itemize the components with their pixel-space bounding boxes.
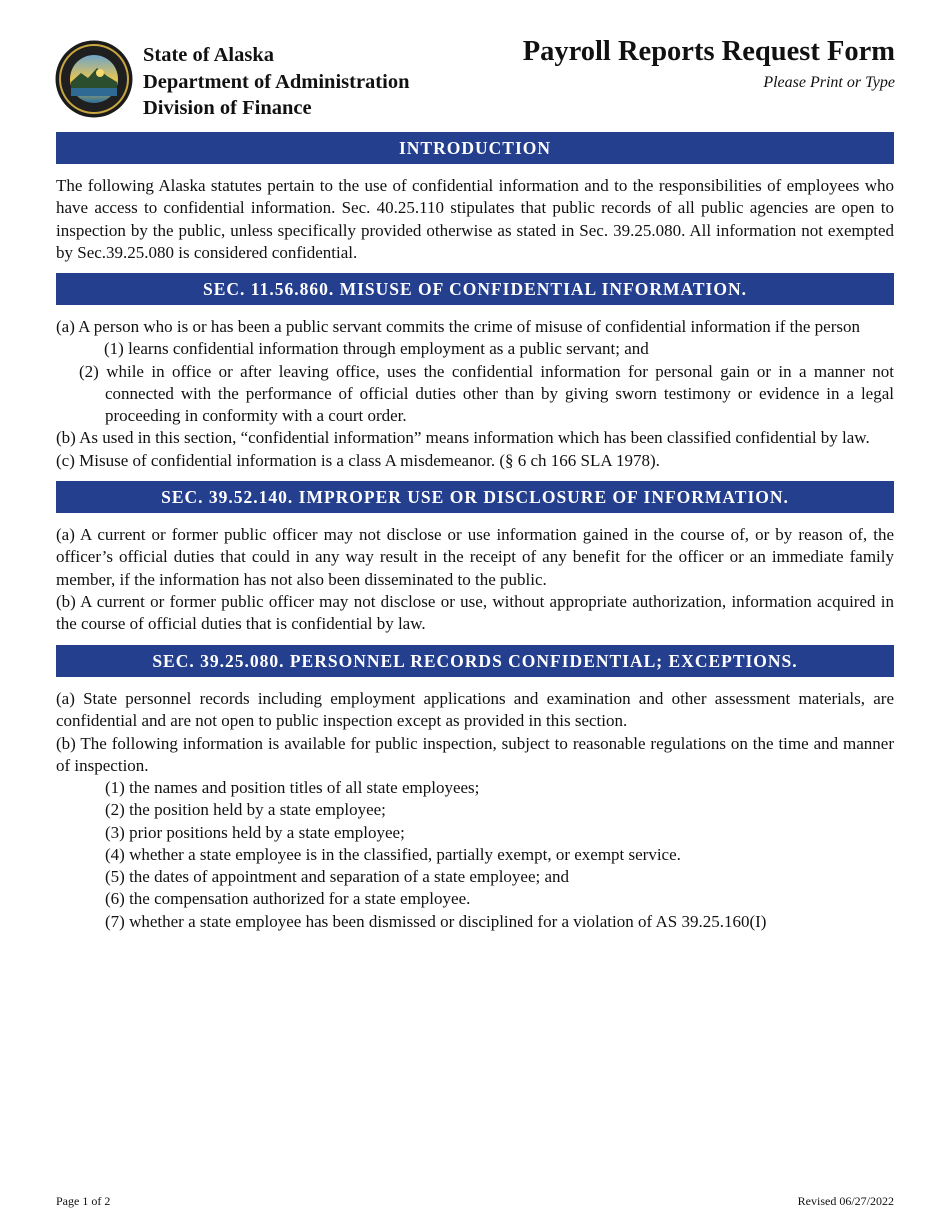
misuse-clause-b: (b) As used in this section, “confidential information” means information which has been classified confidential by law. [56, 428, 870, 448]
introduction-text [56, 175, 894, 264]
personnel-clause-b: (b) The following information is available for public inspection, subject to reasonable regulations on the time and manner of inspection. [56, 733, 894, 775]
personnel-records-section-body [56, 688, 894, 777]
improper-use-section-body [56, 524, 894, 635]
public-information-list [105, 777, 894, 933]
section-banner-improper-use: SEC. 39.52.140. IMPROPER USE OR DISCLOSURE OF INFORMATION. [56, 481, 894, 513]
misuse-section-body [56, 316, 894, 472]
list-item: (1) the names and position titles of all state employees; [105, 778, 480, 797]
form-title: Payroll Reports Request Form [522, 36, 895, 67]
list-item: (3) prior positions held by a state employee; [105, 822, 405, 842]
personnel-clause-a: (a) State personnel records including employment applications and examination and other assessment materials, are confidential and are not open to public inspection except as provided in this section. [56, 689, 894, 731]
section-banner-misuse: SEC. 11.56.860. MISUSE OF CONFIDENTIAL INFORMATION. [56, 273, 894, 305]
section-banner-introduction: INTRODUCTION [56, 132, 894, 164]
introduction-paragraph: The following Alaska statutes pertain to the use of confidential information and to the responsibilities of employees who have access to confidential information. Sec. 40.25.110 stipulates that public records of all public agencies are open to inspection by the public, unless specifically provided otherwise as stated in Sec. 39.25.080. All information not exempted by Sec.39.25.080 is considered confidential. [56, 176, 894, 262]
list-item: (6) the compensation authorized for a state employee. [105, 889, 471, 909]
section-banner-personnel-records: SEC. 39.25.080. PERSONNEL RECORDS CONFIDENTIAL; EXCEPTIONS. [56, 645, 894, 677]
list-item: (4) whether a state employee is in the classified, partially exempt, or exempt service. [105, 844, 681, 864]
org-department: Department of Administration [143, 70, 410, 93]
state-seal-logo [55, 40, 133, 118]
revision-date: Revised 06/27/2022 [797, 1194, 894, 1208]
organization-name [143, 42, 409, 122]
misuse-clause-a: (a) A person who is or has been a public servant commits the crime of misuse of confidential information if the person [56, 317, 860, 336]
org-division: Division of Finance [143, 97, 312, 119]
misuse-clause-a2: (2) while in office or after leaving office, uses the confidential information for personal gain or in a manner not connected with the performance of official duties other than by giving sworn testimony or evidence in a legal proceeding in conformity with a court order. [79, 361, 894, 426]
form-subtitle: Please Print or Type [763, 74, 895, 91]
misuse-clause-a1: (1) learns confidential information through employment as a public servant; and [104, 339, 649, 359]
misuse-clause-c: (c) Misuse of confidential information is a class A misdemeanor. (§ 6 ch 166 SLA 1978). [56, 450, 660, 470]
list-item: (2) the position held by a state employee; [105, 800, 386, 820]
list-item: (7) whether a state employee has been dismissed or disciplined for a violation of AS 39.25.160(I) [105, 911, 767, 931]
improper-use-clause-a: (a) A current or former public officer may not disclose or use information gained in the course of, or by reason of, the officer’s official duties that could in any way result in the receipt of any benefit for the officer or an immediate family member, if the information has not also been disseminated to the public. [56, 525, 894, 589]
org-state: State of Alaska [143, 44, 274, 66]
page-number: Page 1 of 2 [56, 1194, 111, 1208]
list-item: (5) the dates of appointment and separation of a state employee; and [105, 867, 570, 887]
improper-use-clause-b: (b) A current or former public officer may not disclose or use, without appropriate authorization, information acquired in the course of official duties that is confidential by law. [56, 591, 894, 634]
